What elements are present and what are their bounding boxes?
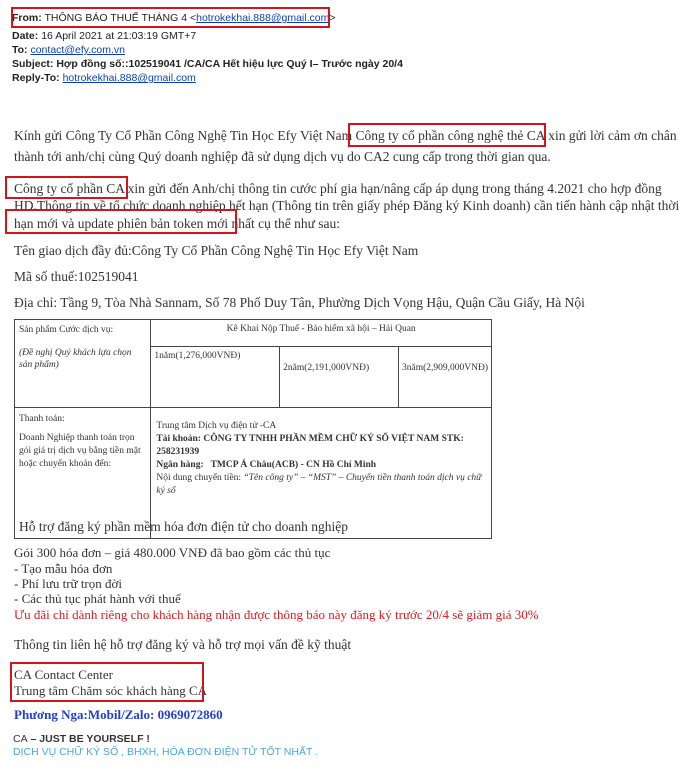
plan-2-year[interactable]: 2năm(2,191,000VNĐ) — [280, 347, 399, 408]
highlight-box-company — [348, 123, 546, 147]
notice-line-2: HD.Thông tin về tổ chức doanh nghiệp hết hạn (Thông tin trên giấy phép Đăng ký Kinh doanh) cần tiến hành cập nhật thời — [14, 198, 680, 213]
slogan-line: CA – JUST BE YOURSELF ! — [13, 733, 150, 745]
highlight-box-signature — [10, 662, 204, 702]
contact-phone: Phương Nga:Mobil/Zalo: 0969072860 — [14, 707, 223, 722]
to-email-link[interactable]: contact@efy.com.vn — [30, 44, 125, 56]
promo-offer: Ưu đãi chỉ dành riêng cho khách hàng nhận được thông báo này đăng ký trước 20/4 sẽ giảm giá 30% — [14, 607, 539, 622]
header-subject: Subject: Hợp đồng số::102519041 /CA/CA Hết hiệu lực Quý I– Trước ngày 20/4 — [12, 58, 403, 70]
highlight-box-ca — [5, 176, 128, 199]
services-line: DỊCH VỤ CHỮ KÝ SỐ , BHXH, HÓA ĐƠN ĐIỆN TỬ TỐT NHẤT . — [13, 746, 319, 758]
promo-item-3: - Các thủ tục phát hành với thuế — [14, 591, 181, 606]
header-date: Date: 16 April 2021 at 21:03:19 GMT+7 — [12, 30, 197, 42]
highlight-company-ca: Công ty cổ phần công nghệ thẻ CA — [355, 128, 545, 143]
highlight-box-sender — [11, 7, 330, 28]
bank-info: Ngân hàng: TMCP Á Châu(ACB) - CN Hồ Chí Minh — [156, 460, 377, 470]
payment-cell: Thanh toán: Doanh Nghiệp thanh toán trọn gói giá trị dịch vụ bằng tiền mặt hoặc chuyển khoản đến: — [15, 408, 151, 539]
header-from: From: THÔNG BÁO THUẾ THÁNG 4 <hotrokekhai.888@gmail.com> — [12, 12, 336, 24]
signature-line-2: Trung tâm Chăm sóc khách hàng CA — [14, 683, 208, 698]
notice-line-1: Công ty cổ phần CA xin gửi đến Anh/chị thông tin cước phí gia hạn/nâng cấp áp dụng trong tháng 4.2021 cho hợp đồng — [14, 181, 662, 196]
promo-item-1: - Tạo mẫu hóa đơn — [14, 561, 113, 576]
notice-line-3: hạn mới và update phiên bản token mới nhất cụ thể như sau: — [14, 216, 341, 231]
promo-item-2: - Phí lưu trữ trọn đời — [14, 576, 122, 591]
plan-1-year[interactable]: 1năm(1,276,000VNĐ) — [151, 347, 280, 408]
highlight-box-token — [5, 209, 237, 234]
header-reply-to: Reply-To: hotrokekhai.888@gmail.com — [12, 72, 196, 84]
payment-details-cell: Trung tâm Dịch vụ điện tử -CA Tài khoản: CÔNG TY TNHH PHẦN MỀM CHỮ KÝ SỐ VIỆT NAM STK: 258231939 Ngân hàng: TMCP Á Châu(ACB) - CN Hồ Chí Minh Nội dung chuyển tiền: “Tên công ty” – “MST” – Chuyển tiền thanh toán dịch vụ chữ ký số — [151, 408, 492, 539]
product-title-cell: Kê Khai Nộp Thuế - Bảo hiểm xã hội – Hải Quan — [151, 320, 492, 347]
from-email-link[interactable]: hotrokekhai.888@gmail.com — [196, 12, 330, 24]
promo-package: Gói 300 hóa đơn – giá 480.000 VNĐ đã bao gồm các thủ tục — [14, 545, 331, 560]
signature-line-1: CA Contact Center — [14, 667, 113, 682]
tax-code-line: Mã số thuế:102519041 — [14, 269, 139, 284]
company-name-line: Tên giao dịch đầy đủ:Công Ty Cổ Phần Công Nghệ Tin Học Efy Việt Nam — [14, 243, 419, 258]
subject-text: Hợp đồng số::102519041 /CA/CA Hết hiệu lực Quý I– Trước ngày 20/4 — [56, 58, 403, 70]
service-table — [14, 319, 492, 539]
from-name: THÔNG BÁO THUẾ THÁNG 4 — [44, 12, 188, 24]
product-cell: Sản phẩm Cước dịch vụ: (Đề nghị Quý khách lựa chọn sản phẩm) — [15, 320, 151, 408]
transfer-info: Nội dung chuyển tiền: “Tên công ty” – “MST” – Chuyển tiền thanh toán dịch vụ chữ ký số — [156, 473, 482, 496]
account-info: Tài khoản: CÔNG TY TNHH PHẦN MỀM CHỮ KÝ SỐ VIỆT NAM STK: 258231939 — [156, 434, 464, 457]
contact-info-line: Thông tin liên hệ hỗ trợ đăng ký và hỗ trợ mọi vấn đề kỹ thuật — [14, 637, 352, 652]
greeting-line-1: Kính gửi Công Ty Cổ Phần Công Nghệ Tin Học Efy Việt Nam Công ty cổ phần công nghệ thẻ CA xin gửi lời cảm ơn chân — [14, 128, 677, 143]
reply-to-link[interactable]: hotrokekhai.888@gmail.com — [62, 72, 196, 84]
address-line: Địa chỉ: Tầng 9, Tòa Nhà Sannam, Số 78 Phố Duy Tân, Phường Dịch Vọng Hậu, Quận Cầu Giấy, Hà Nội — [14, 295, 585, 310]
header-to: To: contact@efy.com.vn — [12, 44, 125, 56]
promo-title: Hỗ trợ đăng ký phần mềm hóa đơn điện tử cho doanh nghiệp — [19, 519, 349, 534]
plan-3-year[interactable]: 3năm(2,909,000VNĐ) — [398, 347, 491, 408]
greeting-line-2: thành tới anh/chị cùng Quý doanh nghiệp đã sử dụng dịch vụ do CA2 cung cấp trong thời gian qua. — [14, 149, 551, 164]
